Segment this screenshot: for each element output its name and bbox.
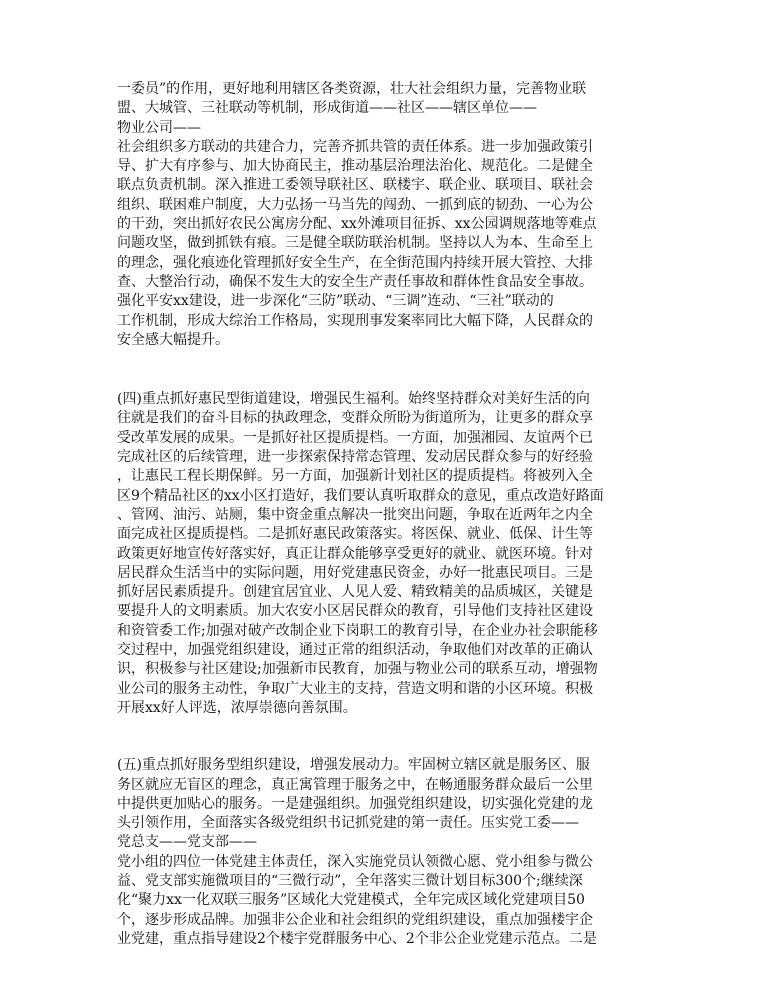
text-line: 组织、联困难户制度，大力弘扬一马当先的闯劲、一抓到底的韧劲、一心为公 <box>117 196 593 213</box>
text-line: 安全感大幅提升。 <box>117 331 229 348</box>
text-line: 查、大整治行动，确保不发生大的安全生产责任事故和群体性食品安全事故。 <box>117 273 593 290</box>
text-line: 要提升人的文明素质。加大农安小区居民群众的教育，引导他们支持社区建设 <box>117 603 593 620</box>
text-line: 、管网、油污、站厕，集中资金重点解决一批突出问题，争取在近两年之内全 <box>117 506 593 523</box>
text-line: 开展xx好人评选，浓厚崇德向善氛围。 <box>117 699 357 716</box>
text-line: 政策更好地宣传好落实好，真正让群众能够享受更好的就业、就医环境。针对 <box>117 545 593 562</box>
paragraph-people-livelihood <box>117 390 657 718</box>
text-line: 居民群众生活当中的实际问题，用好党建惠民资金，办好一批惠民项目。三是 <box>117 564 593 581</box>
text-line: 头引领作用，全面落实各级党组织书记抓党建的第一责任。压实党工委—— <box>117 815 579 832</box>
text-line: 联点负责机制。深入推进工委领导联社区、联楼宇、联企业、联项目、联社会 <box>117 177 593 194</box>
text-line: 务区就应无盲区的理念，真正寓管理于服务之中，在畅通服务群众最后一公里 <box>117 776 593 793</box>
text-line: 交过程中，加强党组织建设，通过正常的组织活动，争取他们对改革的正确认 <box>117 642 593 659</box>
paragraph-spacer <box>117 350 657 390</box>
text-line: 盟、大城管、三社联动等机制，形成街道——社区——辖区单位—— <box>117 100 537 117</box>
paragraph-service-organization <box>117 756 657 949</box>
text-line: 个，逐步形成品牌。加强非公企业和社会组织的党组织建设，重点加强楼宇企 <box>117 911 593 928</box>
text-line: 面完成社区提质提档。二是抓好惠民政策落实。将医保、就业、低保、计生等 <box>117 526 593 543</box>
text-line: 社会组织多方联动的共建合力，完善齐抓共管的责任体系。进一步加强政策引 <box>117 138 593 155</box>
text-line: 往就是我们的奋斗目标的执政理念，变群众所盼为街道所为，让更多的群众享 <box>117 410 593 427</box>
text-line: 强化平安xx建设，进一步深化“三防”联动、“三调”连动、“三社”联动的 <box>117 293 554 310</box>
text-line: 的理念，强化痕迹化管理抓好安全生产，在全街范围内持续开展大管控、大排 <box>117 254 593 271</box>
text-line: 益、党支部实施微项目的“三微行动”，全年落实三微计划目标300个;继续深 <box>117 872 583 889</box>
text-line: 识，积极参与社区建设;加强新市民教育，加强与物业公司的联系互动，增强物 <box>117 661 598 678</box>
text-line: 抓好居民素质提升。创建宜居宜业、人见人爱、精致精美的品质城区，关键是 <box>117 584 593 601</box>
text-line: 党总支——党支部—— <box>117 834 257 851</box>
text-line: 一委员”的作用，更好地利用辖区各类资源，壮大社会组织力量，完善物业联 <box>117 81 587 97</box>
text-line: 业党建，重点指导建设2个楼宇党群服务中心、2个非公企业党建示范点。二是 <box>117 930 597 947</box>
text-line: 导、扩大有序参与、加大协商民主，推动基层治理法治化、规范化。二是健全 <box>117 158 593 175</box>
paragraph-spacer <box>117 718 657 756</box>
document-page <box>117 80 657 949</box>
text-line: 党小组的四位一体党建主体责任，深入实施党员认领微心愿、党小组参与微公 <box>117 853 593 870</box>
text-line: 受改革发展的成果。一是抓好社区提质提档。一方面，加强湘园、友谊两个已 <box>117 429 593 446</box>
text-line: (四)重点抓好惠民型街道建设，增强民生福利。始终坚持群众对美好生活的向 <box>117 391 590 408</box>
text-line: 和资管委工作;加强对破产改制企业下岗职工的教育引导，在企业办社会职能移 <box>117 622 598 639</box>
text-line: 问题攻坚，做到抓铁有痕。三是健全联防联治机制。坚持以人为本、生命至上 <box>117 235 593 252</box>
text-line: 工作机制，形成大综治工作格局，实现刑事发案率同比大幅下降，人民群众的 <box>117 312 593 329</box>
text-line: 业公司的服务主动性，争取广大业主的支持，营造文明和谐的小区环境。积极 <box>117 680 593 697</box>
text-line: 物业公司—— <box>117 119 201 136</box>
text-line: 区9个精品社区的xx小区打造好，我们要认真听取群众的意见，重点改造好路面 <box>117 487 604 504</box>
paragraph-community-governance <box>117 80 657 350</box>
text-line: 化“聚力xx一化双联三服务”区域化大党建模式，全年完成区域化党建项目50 <box>117 892 585 909</box>
text-line: ，让惠民工程长期保鲜。另一方面，加强新计划社区的提质提档。将被列入全 <box>117 468 593 485</box>
text-line: (五)重点抓好服务型组织建设，增强发展动力。牢固树立辖区就是服务区、服 <box>117 757 590 774</box>
text-line: 的干劲，突出抓好农民公寓房分配、xx外滩项目征拆、xx公园调规落地等难点 <box>117 216 597 233</box>
text-line: 完成社区的后续管理，进一步探索保持常态管理、发动居民群众参与的好经验 <box>117 449 593 466</box>
text-line: 中提供更加贴心的服务。一是建强组织。加强党组织建设，切实强化党建的龙 <box>117 795 593 812</box>
